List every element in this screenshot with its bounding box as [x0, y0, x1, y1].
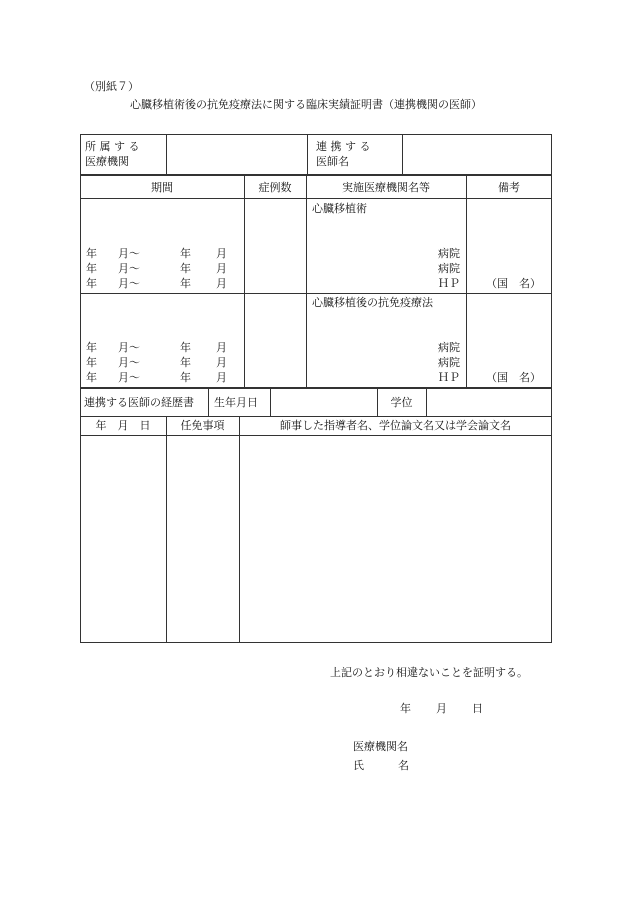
period-row[interactable]: [86, 247, 246, 260]
country-remark: （国 名）: [486, 371, 541, 384]
year-label: 年: [180, 277, 191, 290]
year-label: 年: [86, 277, 97, 290]
month-from-label: 月～: [118, 356, 140, 369]
partner-doctor-label-line1: 連 携 す る: [316, 140, 371, 153]
affiliation-label-line1: 所 属 す る: [85, 140, 140, 153]
year-label: 年: [180, 371, 191, 384]
header-mentor: 師事した指導者名、学位論文名又は学会論文名: [280, 419, 511, 432]
country-remark: （国 名）: [486, 277, 541, 290]
year-label: 年: [180, 247, 191, 260]
year-label: 年: [86, 262, 97, 275]
birth-date-label: 生年月日: [214, 396, 258, 409]
affiliation-label-line2: 医療機関: [85, 155, 129, 168]
career-date-column[interactable]: [82, 437, 165, 641]
birth-date-field[interactable]: [272, 390, 375, 414]
section-transplant-title: 心臓移植術: [312, 202, 367, 215]
institution-name-label: 医療機関名: [353, 740, 408, 753]
header-remarks: 備考: [498, 181, 520, 194]
document-title: 心臓移植術後の抗免疫療法に関する臨床実績証明書（連携機関の医師）: [130, 98, 482, 111]
date-month-label: 月: [436, 702, 447, 715]
year-label: 年: [180, 262, 191, 275]
period-row[interactable]: [86, 277, 246, 290]
month-label: 月: [216, 356, 227, 369]
section-immunotherapy-title: 心臓移植後の抗免疫療法: [312, 296, 433, 309]
hospital-suffix: 病院: [438, 262, 460, 275]
year-label: 年: [180, 356, 191, 369]
month-label: 月: [216, 341, 227, 354]
month-label: 月: [216, 371, 227, 384]
partner-doctor-field[interactable]: [404, 136, 550, 173]
header-cases: 症例数: [258, 181, 292, 194]
header-appointment: 任免事項: [180, 419, 225, 432]
partner-doctor-label-line2: 医師名: [316, 155, 349, 168]
period-row[interactable]: [86, 371, 246, 384]
period-row[interactable]: [86, 262, 246, 275]
affiliation-field[interactable]: [168, 136, 305, 173]
career-label: 連携する医師の経歴書: [84, 396, 194, 409]
hospital-suffix: 病院: [438, 341, 460, 354]
career-appointment-column[interactable]: [168, 437, 238, 641]
year-label: 年: [86, 371, 97, 384]
month-from-label: 月～: [118, 262, 140, 275]
header-period: 期間: [151, 181, 173, 194]
period-row[interactable]: [86, 341, 246, 354]
year-label: 年: [86, 341, 97, 354]
attachment-label: （別紙７）: [84, 80, 139, 93]
month-from-label: 月～: [118, 247, 140, 260]
year-label: 年: [86, 356, 97, 369]
header-institution: 実施医療機関名等: [342, 181, 430, 194]
period-row[interactable]: [86, 356, 246, 369]
month-from-label: 月～: [118, 277, 140, 290]
month-label: 月: [216, 262, 227, 275]
month-from-label: 月～: [118, 371, 140, 384]
hp-suffix: ＨＰ: [438, 277, 460, 290]
header-date: 年 月 日: [95, 419, 151, 432]
date-year-label: 年: [400, 702, 411, 715]
hospital-suffix: 病院: [438, 247, 460, 260]
career-mentor-column[interactable]: [241, 437, 550, 641]
certification-text: 上記のとおり相違ないことを証明する。: [330, 666, 528, 679]
name-label-surname: 氏: [353, 759, 364, 772]
name-label-given: 名: [398, 759, 409, 772]
month-label: 月: [216, 277, 227, 290]
month-label: 月: [216, 247, 227, 260]
hospital-suffix: 病院: [438, 356, 460, 369]
year-label: 年: [86, 247, 97, 260]
hp-suffix: ＨＰ: [438, 371, 460, 384]
degree-label: 学位: [390, 396, 413, 409]
date-day-label: 日: [472, 702, 483, 715]
month-from-label: 月～: [118, 341, 140, 354]
year-label: 年: [180, 341, 191, 354]
degree-field[interactable]: [428, 390, 550, 414]
